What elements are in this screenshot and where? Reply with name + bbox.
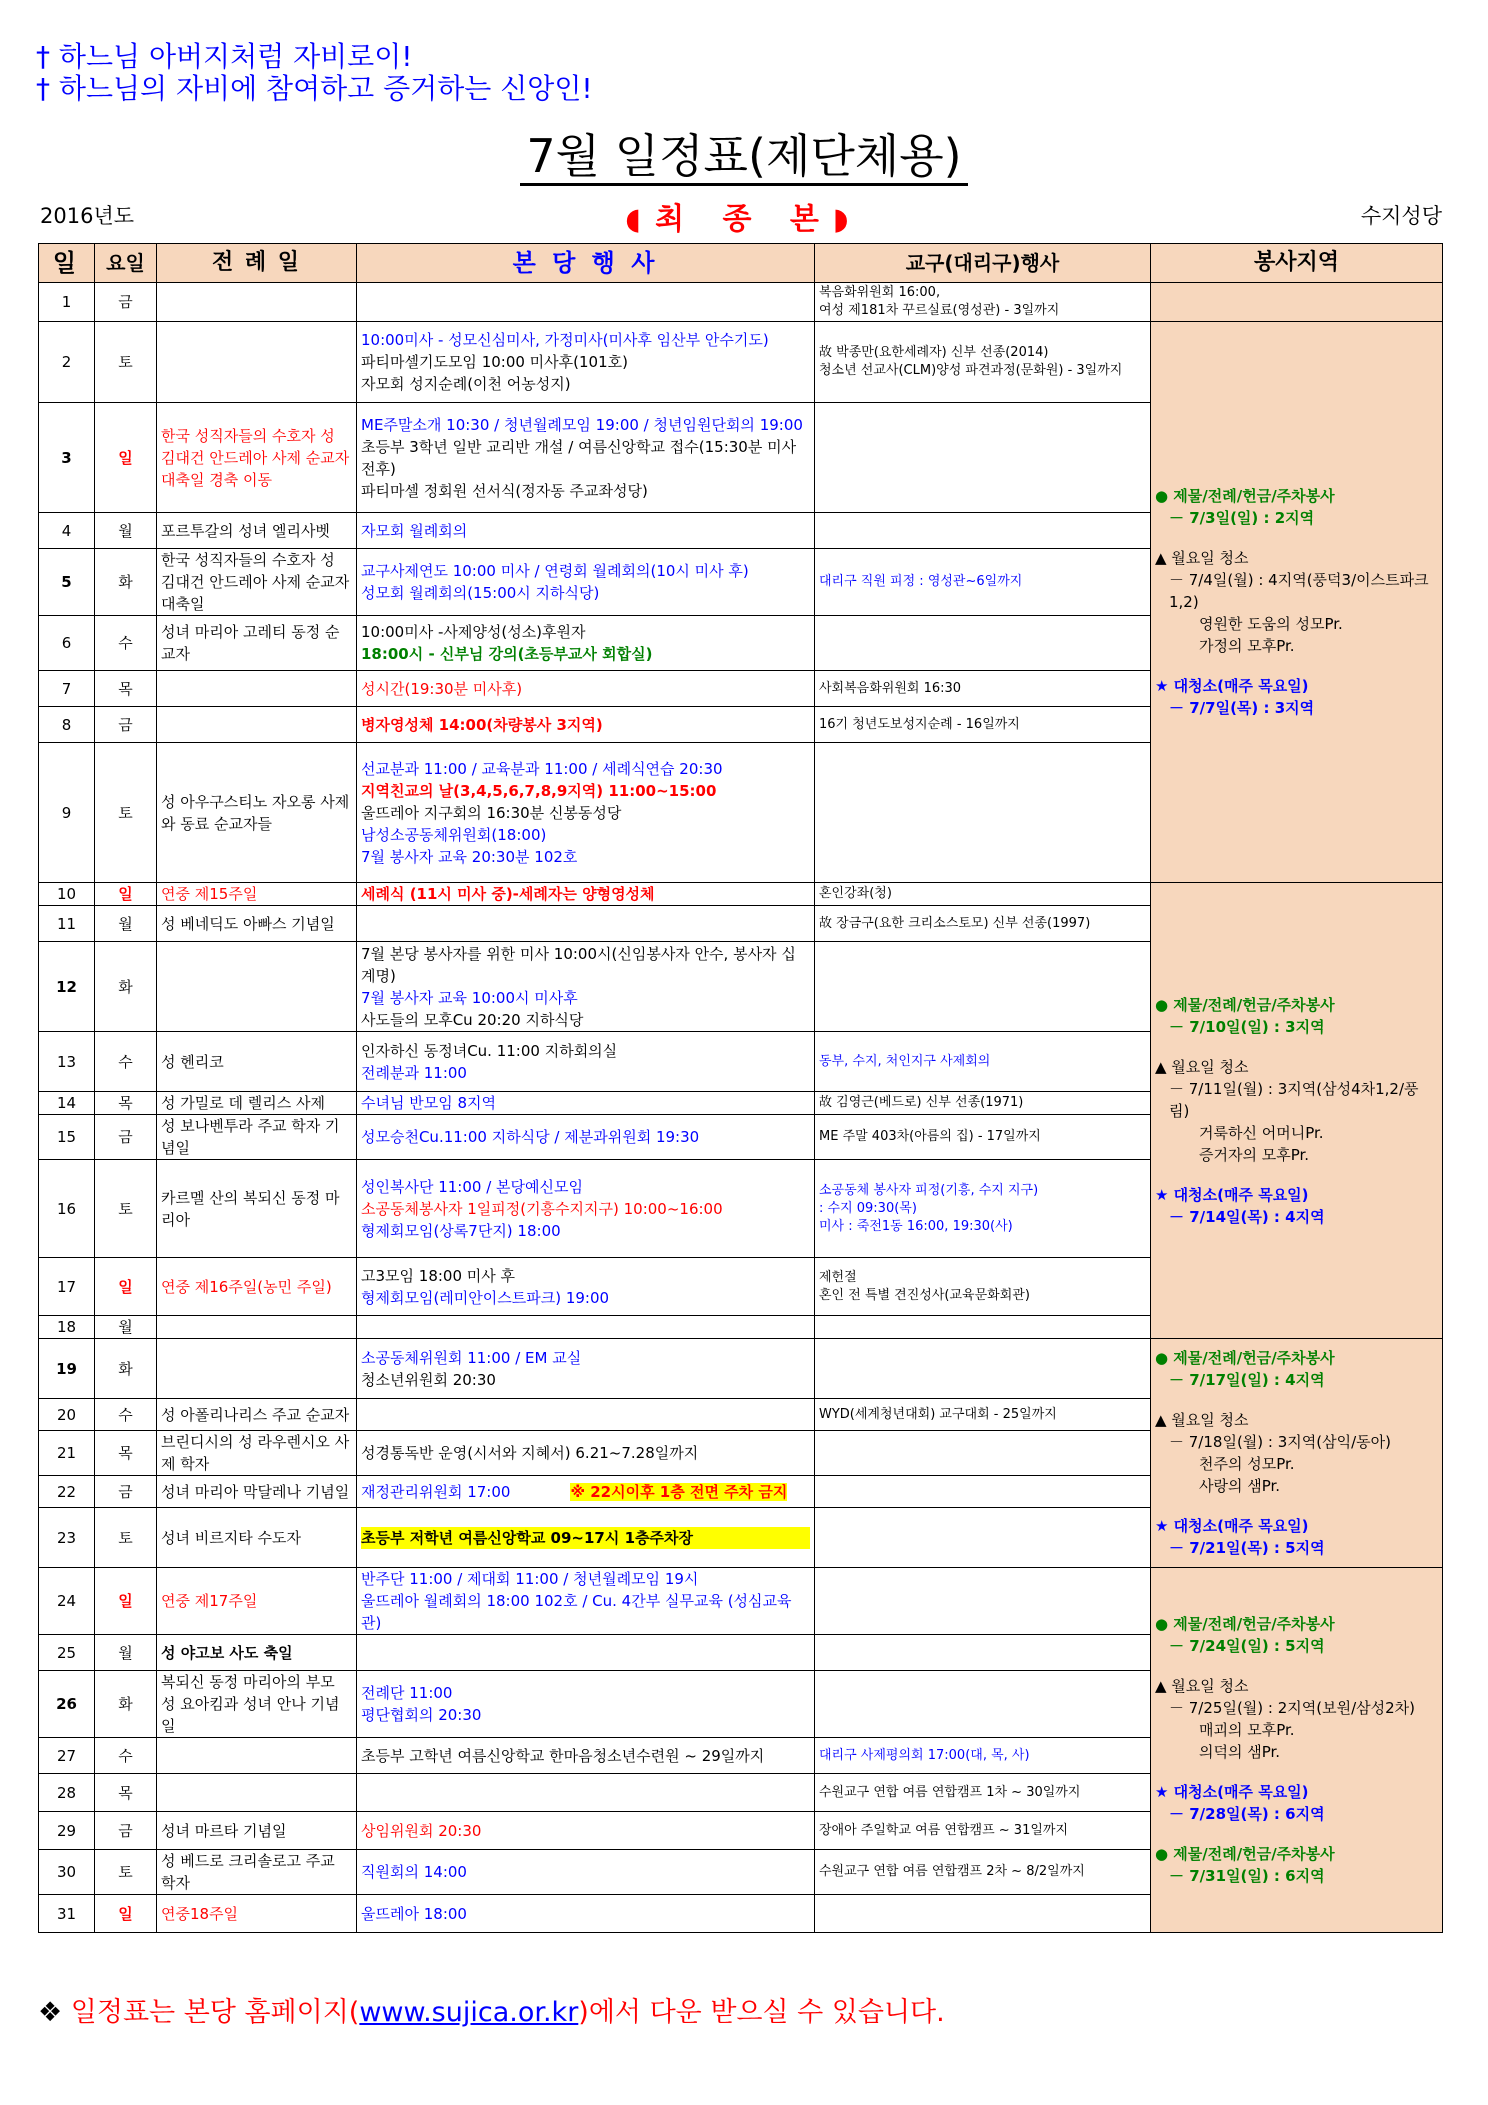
service-area-block: [1151, 1339, 1443, 1568]
spacer: [1155, 529, 1438, 547]
day-of-week: 목: [95, 671, 157, 707]
big-cleaning-date: － 7/14일(목) : 4지역: [1169, 1207, 1325, 1226]
district-event-line: 16기 청년도보성지순례 - 16일까지: [819, 716, 1020, 732]
parish-events: [357, 743, 815, 883]
event-line: 병자영성체 14:00(차량봉사 3지역): [361, 715, 603, 734]
liturgy-day: 브린디시의 성 라우렌시오 사제 학자: [157, 1431, 357, 1476]
district-event-line: ME 주말 403차(아름의 집) - 17일까지: [819, 1129, 1041, 1144]
parish-events: [357, 322, 815, 403]
district-events: [815, 942, 1151, 1032]
district-events: [815, 1431, 1151, 1476]
table-header-row: [39, 244, 1443, 283]
district-events: [815, 322, 1151, 403]
day-of-week: 금: [95, 1476, 157, 1508]
day-number: 30: [39, 1850, 95, 1895]
spacer: [1155, 1391, 1438, 1409]
district-events: [815, 1316, 1151, 1339]
header-service-area: 봉사지역: [1151, 244, 1443, 283]
liturgy-day: 성녀 마리아 고레티 동정 순교자: [157, 616, 357, 671]
liturgy-day: 성 야고보 사도 축일: [157, 1635, 357, 1671]
big-cleaning-title: ★ 대청소(매주 목요일): [1155, 1185, 1309, 1204]
district-event-line: 소공동체 봉사자 피정(기흥, 수지 지구): [819, 1182, 1039, 1198]
spacer: [1155, 1497, 1438, 1515]
spacer: [1155, 1038, 1438, 1056]
parish-events: [357, 942, 815, 1032]
offering-service-date: － 7/17일(일) : 4지역: [1169, 1371, 1325, 1389]
spacer: [1155, 1657, 1438, 1675]
day-of-week: 월: [95, 1316, 157, 1339]
footer-text-post: )에서 다운 받으실 수 있습니다.: [578, 1997, 945, 2028]
district-events: [815, 707, 1151, 743]
table-row: [39, 883, 1443, 906]
parish-events: [357, 549, 815, 616]
district-events: [815, 616, 1151, 671]
liturgy-day: [157, 671, 357, 707]
district-events: [815, 1671, 1151, 1738]
day-of-week: 수: [95, 1032, 157, 1092]
liturgy-day: 성 베네딕도 아빠스 기념일: [157, 906, 357, 942]
event-line: 울뜨레아 월례회의 18:00 102호 / Cu. 4간부 실무교육 (성심교육관): [361, 1592, 792, 1632]
parish-events: [357, 1115, 815, 1160]
day-of-week: 일: [95, 883, 157, 906]
district-event-line: : 수지 09:30(목): [819, 1200, 917, 1216]
service-area-block: [1151, 1568, 1443, 1933]
day-number: 8: [39, 707, 95, 743]
day-number: 6: [39, 616, 95, 671]
monday-cleaning-group-b: 증거자의 모후Pr.: [1199, 1145, 1310, 1164]
event-line: 성인복사단 11:00 / 본당예신모임: [361, 1177, 583, 1196]
parish-events: [357, 616, 815, 671]
event-line: 자모회 월례회의: [361, 521, 468, 540]
event-line: 소공동체봉사자 1일피정(기흥수지지구) 10:00~16:00: [361, 1199, 723, 1218]
motto-line-1: † 하느님 아버지처럼 자비로이!: [36, 40, 413, 73]
big-cleaning-title: ★ 대청소(매주 목요일): [1155, 1517, 1309, 1535]
event-line: 성모회 월례회의(15:00시 지하식당): [361, 584, 600, 602]
district-event-line: 혼인 전 특별 견진성사(교육문화회관): [819, 1287, 1030, 1303]
event-line: 인자하신 동정녀Cu. 11:00 지하회의실: [361, 1041, 618, 1060]
service-area-block: [1151, 883, 1443, 1339]
spacer: [1155, 1166, 1438, 1184]
big-cleaning-date: － 7/7일(목) : 3지역: [1169, 699, 1315, 717]
parish-events: [357, 1508, 815, 1568]
day-number: 1: [39, 283, 95, 322]
day-of-week: 월: [95, 906, 157, 942]
liturgy-day: [157, 283, 357, 322]
event-line: 초등부 저학년 여름신앙학교 09~17시 1층주차장: [361, 1527, 810, 1549]
event-line: 10:00미사 - 성모신심미사, 가정미사(미사후 임산부 안수기도): [361, 331, 769, 349]
event-line: 청소년위원회 20:30: [361, 1370, 496, 1389]
event-line: 18:00시 - 신부님 강의(초등부교사 회합실): [361, 645, 653, 663]
district-events: [815, 1774, 1151, 1812]
parish-events: [357, 1339, 815, 1399]
event-line: 소공동체위원회 11:00 / EM 교실: [361, 1348, 582, 1367]
event-line: 세례식 (11시 미사 중)-세례자는 양형영성체: [361, 885, 655, 903]
monday-cleaning-group-b: 사랑의 샘Pr.: [1199, 1477, 1281, 1495]
page-title-wrap: [0, 120, 1488, 186]
event-line: 자모회 성지순례(이천 어농성지): [361, 375, 571, 393]
district-event-line: 故 장금구(요한 크리소스토모) 신부 선종(1997): [819, 915, 1091, 931]
day-number: 10: [39, 883, 95, 906]
liturgy-day: 한국 성직자들의 수호자 성 김대건 안드레아 사제 순교자 대축일: [157, 549, 357, 616]
header-liturgy: 전 례 일: [157, 244, 357, 283]
monday-cleaning-date: － 7/11일(월) : 3지역(삼성4차1,2/풍림): [1169, 1079, 1419, 1120]
day-number: 27: [39, 1738, 95, 1774]
liturgy-day: [157, 1316, 357, 1339]
parking-notice: ※ 22시이후 1층 전면 주차 금지: [570, 1482, 788, 1501]
parish-events: [357, 1671, 815, 1738]
day-of-week: 화: [95, 1339, 157, 1399]
event-line: 전례분과 11:00: [361, 1063, 467, 1082]
schedule-table: [38, 243, 1443, 1933]
liturgy-day: [157, 707, 357, 743]
day-number: 24: [39, 1568, 95, 1635]
day-of-week: 금: [95, 283, 157, 322]
parish-events: [357, 403, 815, 513]
parish-events: [357, 1032, 815, 1092]
day-of-week: 토: [95, 1508, 157, 1568]
district-event-line: 장애아 주일학교 여름 연합캠프 ~ 31일까지: [819, 1822, 1069, 1838]
offering-service-date: － 7/24일(일) : 5지역: [1169, 1637, 1325, 1655]
big-cleaning-date: － 7/28일(목) : 6지역: [1169, 1805, 1325, 1823]
day-of-week: 목: [95, 1431, 157, 1476]
day-number: 21: [39, 1431, 95, 1476]
event-line: 초등부 3학년 일반 교리반 개설 / 여름신앙학교 접수(15:30분 미사 전후): [361, 437, 797, 478]
event-line: 형제회모임(상록7단지) 18:00: [361, 1221, 561, 1240]
liturgy-day: 복되신 동정 마리아의 부모 성 요아킴과 성녀 안나 기념일: [157, 1671, 357, 1738]
district-events: [815, 671, 1151, 707]
day-of-week: 화: [95, 549, 157, 616]
day-of-week: 토: [95, 322, 157, 403]
event-line: 전례단 11:00: [361, 1684, 453, 1702]
monday-cleaning-date: － 7/4일(월) : 4지역(풍덕3/이스트파크1,2): [1169, 571, 1429, 611]
spacer: [1155, 657, 1438, 675]
table-row: [39, 1568, 1443, 1635]
parish-name: 수지성당: [1360, 204, 1442, 228]
parish-events: [357, 1895, 815, 1933]
day-of-week: 수: [95, 616, 157, 671]
liturgy-day: 연중18주일: [157, 1895, 357, 1933]
district-event-line: 제헌절: [819, 1269, 857, 1285]
event-line: 성시간(19:30분 미사후): [361, 679, 523, 698]
liturgy-day: 연중 제15주일: [157, 883, 357, 906]
liturgy-day: 카르멜 산의 복되신 동정 마리아: [157, 1160, 357, 1258]
district-events: [815, 1568, 1151, 1635]
monday-cleaning-title: ▲ 월요일 청소: [1155, 549, 1249, 567]
day-number: 4: [39, 513, 95, 549]
monday-cleaning-title: ▲ 월요일 청소: [1155, 1057, 1249, 1076]
event-line: 선교분과 11:00 / 교육분과 11:00 / 세례식연습 20:30: [361, 759, 723, 778]
day-of-week: 금: [95, 1812, 157, 1850]
district-event-line: 청소년 선교사(CLM)양성 파견과정(문화원) - 3일까지: [819, 363, 1123, 378]
service-area-empty: [1151, 283, 1443, 322]
event-line: 수녀님 반모임 8지역: [361, 1094, 497, 1112]
event-line: 7월 본당 봉사자를 위한 미사 10:00시(신임봉사자 안수, 봉사자 십계명): [361, 944, 796, 985]
day-number: 11: [39, 906, 95, 942]
monday-cleaning-group-a: 거룩하신 어머니Pr.: [1199, 1123, 1324, 1142]
day-number: 2: [39, 322, 95, 403]
offering-service-date: － 7/3일(일) : 2지역: [1169, 509, 1315, 527]
district-event-line: 수원교구 연합 여름 연합캠프 1차 ~ 30일까지: [819, 1784, 1081, 1800]
day-number: 28: [39, 1774, 95, 1812]
table-row: [39, 322, 1443, 403]
day-of-week: 월: [95, 1635, 157, 1671]
district-events: [815, 1160, 1151, 1258]
day-of-week: 목: [95, 1092, 157, 1115]
district-events: [815, 1738, 1151, 1774]
district-events: [815, 1399, 1151, 1431]
parish-events: [357, 906, 815, 942]
monday-cleaning-group-a: 영원한 도움의 성모Pr.: [1199, 615, 1343, 633]
day-of-week: 일: [95, 1568, 157, 1635]
liturgy-day: [157, 322, 357, 403]
header-day: 일: [39, 244, 95, 283]
monday-cleaning-group-a: 매괴의 모후Pr.: [1199, 1721, 1295, 1739]
day-number: 3: [39, 403, 95, 513]
district-events: [815, 1635, 1151, 1671]
parish-events: [357, 1092, 815, 1115]
event-line: 사도들의 모후Cu 20:20 지하식당: [361, 1010, 584, 1029]
parish-events: [357, 671, 815, 707]
district-event-line: 여성 제181차 꾸르실료(영성관) - 3일까지: [819, 303, 1060, 318]
event-line: 7월 봉사자 교육 20:30분 102호: [361, 847, 578, 866]
parish-events: [357, 1635, 815, 1671]
day-of-week: 목: [95, 1774, 157, 1812]
parish-events: [357, 1812, 815, 1850]
offering-service-date: － 7/10일(일) : 3지역: [1169, 1017, 1325, 1036]
offering-service-title: ● 제물/전례/헌금/주차봉사: [1155, 995, 1335, 1014]
parish-events: [357, 883, 815, 906]
district-event-line: 동부, 수지, 처인지구 사제회의: [819, 1053, 991, 1069]
parish-events: [357, 1431, 815, 1476]
district-events: [815, 1092, 1151, 1115]
parish-events: [357, 1774, 815, 1812]
district-event-line: 혼인강좌(청): [819, 886, 892, 901]
monday-cleaning-group-b: 의덕의 샘Pr.: [1199, 1743, 1281, 1761]
district-events: [815, 743, 1151, 883]
year-label: 2016년도: [40, 204, 135, 228]
district-events: [815, 1508, 1151, 1568]
day-of-week: 토: [95, 743, 157, 883]
liturgy-day: 성 헨리코: [157, 1032, 357, 1092]
parish-events: [357, 1316, 815, 1339]
service-area-block: [1151, 322, 1443, 883]
day-number: 26: [39, 1671, 95, 1738]
offering-service-date-2: － 7/31일(일) : 6지역: [1169, 1867, 1325, 1885]
district-events: [815, 1895, 1151, 1933]
liturgy-day: 성 베드로 크리솔로고 주교 학자: [157, 1850, 357, 1895]
day-of-week: 일: [95, 1258, 157, 1316]
district-events: [815, 513, 1151, 549]
header-dow: 요일: [95, 244, 157, 283]
footer-note: [38, 1990, 945, 2029]
day-of-week: 토: [95, 1160, 157, 1258]
district-events: [815, 283, 1151, 322]
event-line: 울뜨레아 18:00: [361, 1904, 467, 1923]
day-of-week: 토: [95, 1850, 157, 1895]
page-title: 7월 일정표(제단체용): [520, 129, 967, 186]
footer-mark: ❖: [38, 1997, 63, 2028]
day-number: 29: [39, 1812, 95, 1850]
parish-events: [357, 1258, 815, 1316]
event-line: 고3모임 18:00 미사 후: [361, 1266, 516, 1285]
footer-text-pre: 일정표는 본당 홈페이지(: [62, 1997, 360, 2028]
district-events: [815, 549, 1151, 616]
day-number: 12: [39, 942, 95, 1032]
day-number: 22: [39, 1476, 95, 1508]
event-line: ME주말소개 10:30 / 청년월례모임 19:00 / 청년임원단회의 19:00: [361, 415, 803, 434]
day-of-week: 수: [95, 1738, 157, 1774]
event-line: 반주단 11:00 / 제대회 11:00 / 청년월례모임 19시: [361, 1570, 699, 1588]
liturgy-day: 연중 제17주일: [157, 1568, 357, 1635]
district-event-line: WYD(세계청년대회) 교구대회 - 25일까지: [819, 1406, 1057, 1422]
monday-cleaning-title: ▲ 월요일 청소: [1155, 1677, 1249, 1695]
parish-events: [357, 513, 815, 549]
day-of-week: 금: [95, 1115, 157, 1160]
event-line: 10:00미사 -사제양성(성소)후원자: [361, 623, 586, 641]
district-events: [815, 1115, 1151, 1160]
event-line: 초등부 고학년 여름신앙학교 한마음청소년수련원 ~ 29일까지: [361, 1746, 765, 1765]
big-cleaning-title: ★ 대청소(매주 목요일): [1155, 677, 1309, 695]
district-events: [815, 1812, 1151, 1850]
parish-events: [357, 1160, 815, 1258]
monday-cleaning-group-a: 천주의 성모Pr.: [1199, 1455, 1295, 1473]
parish-events: [357, 1850, 815, 1895]
district-event-line: 故 김영근(베드로) 신부 선종(1971): [819, 1095, 1024, 1110]
table-row: [39, 283, 1443, 322]
offering-service-title: ● 제물/전례/헌금/주차봉사: [1155, 1349, 1335, 1367]
day-number: 15: [39, 1115, 95, 1160]
parish-events: [357, 1738, 815, 1774]
offering-service-title: ● 제물/전례/헌금/주차봉사: [1155, 487, 1335, 505]
district-event-line: 故 박종만(요한세례자) 신부 선종(2014): [819, 345, 1049, 360]
day-of-week: 월: [95, 513, 157, 549]
day-number: 17: [39, 1258, 95, 1316]
district-events: [815, 906, 1151, 942]
liturgy-day: 성녀 비르지타 수도자: [157, 1508, 357, 1568]
district-events: [815, 1032, 1151, 1092]
district-events: [815, 403, 1151, 513]
event-line: 재정관리위원회 17:00 ※ 22시이후 1층 전면 주차 금지: [361, 1482, 788, 1501]
liturgy-day: [157, 1339, 357, 1399]
header-parish-events: 본 당 행 사: [357, 244, 815, 283]
liturgy-day: [157, 942, 357, 1032]
final-version-badge: ◖최 종 본◗: [625, 202, 863, 237]
spacer: [1155, 1825, 1438, 1843]
day-number: 18: [39, 1316, 95, 1339]
district-event-line: 대리구 직원 피정 : 영성관~6일까지: [819, 574, 1023, 589]
day-of-week: 화: [95, 1671, 157, 1738]
day-number: 20: [39, 1399, 95, 1431]
table-row: [39, 1339, 1443, 1399]
offering-service-title-2: ● 제물/전례/헌금/주차봉사: [1155, 1845, 1335, 1863]
liturgy-day: 성 아폴리나리스 주교 순교자: [157, 1399, 357, 1431]
event-line: 교구사제연도 10:00 미사 / 연령회 월례회의(10시 미사 후): [361, 562, 749, 580]
homepage-link[interactable]: www.sujica.or.kr: [359, 1997, 579, 2028]
liturgy-day: 한국 성직자들의 수호자 성 김대건 안드레아 사제 순교자 대축일 경축 이동: [157, 403, 357, 513]
event-line: 남성소공동체위원회(18:00): [361, 825, 547, 844]
event-line: 파티마셀기도모임 10:00 미사후(101호): [361, 353, 628, 371]
day-number: 13: [39, 1032, 95, 1092]
event-line: 성모승천Cu.11:00 지하식당 / 제분과위원회 19:30: [361, 1128, 700, 1146]
event-line: 지역친교의 날(3,4,5,6,7,8,9지역) 11:00~15:00: [361, 781, 717, 800]
day-number: 23: [39, 1508, 95, 1568]
motto-line-2: † 하느님의 자비에 참여하고 증거하는 신앙인!: [36, 72, 593, 105]
district-events: [815, 1476, 1151, 1508]
liturgy-day: 성녀 마르타 기념일: [157, 1812, 357, 1850]
liturgy-day: 성 아우구스티노 자오롱 사제와 동료 순교자들: [157, 743, 357, 883]
liturgy-day: [157, 1738, 357, 1774]
event-line: 평단협회의 20:30: [361, 1706, 482, 1724]
monday-cleaning-group-b: 가정의 모후Pr.: [1199, 637, 1295, 655]
district-events: [815, 1258, 1151, 1316]
district-event-line: 수원교구 연합 여름 연합캠프 2차 ~ 8/2일까지: [819, 1864, 1085, 1879]
liturgy-day: 성 보나벤투라 주교 학자 기념일: [157, 1115, 357, 1160]
day-number: 7: [39, 671, 95, 707]
day-of-week: 수: [95, 1399, 157, 1431]
event-line: 형제회모임(레미안이스트파크) 19:00: [361, 1288, 610, 1307]
day-number: 14: [39, 1092, 95, 1115]
spacer: [1155, 1763, 1438, 1781]
event-line: 성경통독반 운영(시서와 지혜서) 6.21~7.28일까지: [361, 1444, 699, 1462]
district-events: [815, 1339, 1151, 1399]
district-events: [815, 1850, 1151, 1895]
liturgy-day: 성녀 마리아 막달레나 기념일: [157, 1476, 357, 1508]
liturgy-day: [157, 1774, 357, 1812]
parish-events: [357, 1399, 815, 1431]
schedule-body: [39, 283, 1443, 1933]
day-of-week: 화: [95, 942, 157, 1032]
monday-cleaning-date: － 7/18일(월) : 3지역(삼익/동아): [1169, 1433, 1391, 1451]
big-cleaning-date: － 7/21일(목) : 5지역: [1169, 1539, 1325, 1557]
liturgy-day: 연중 제16주일(농민 주일): [157, 1258, 357, 1316]
district-event-line: 복음화위원회 16:00,: [819, 285, 941, 300]
event-line: 파티마셀 정회원 선서식(정자동 주교좌성당): [361, 481, 648, 500]
day-of-week: 일: [95, 1895, 157, 1933]
district-event-line: 사회복음화위원회 16:30: [819, 680, 962, 696]
monday-cleaning-title: ▲ 월요일 청소: [1155, 1411, 1249, 1429]
day-number: 25: [39, 1635, 95, 1671]
district-events: [815, 883, 1151, 906]
day-number: 5: [39, 549, 95, 616]
monday-cleaning-date: － 7/25일(월) : 2지역(보원/삼성2차): [1169, 1699, 1416, 1717]
district-event-line: 미사 : 죽전1동 16:00, 19:30(사): [819, 1218, 1013, 1234]
parish-events: [357, 283, 815, 322]
parish-events: [357, 1476, 815, 1508]
day-of-week: 일: [95, 403, 157, 513]
parish-events: [357, 1568, 815, 1635]
day-number: 19: [39, 1339, 95, 1399]
offering-service-title: ● 제물/전례/헌금/주차봉사: [1155, 1615, 1335, 1633]
district-event-line: 대리구 사제평의회 17:00(대, 목, 사): [819, 1747, 1030, 1763]
event-line: 7월 봉사자 교육 10:00시 미사후: [361, 988, 578, 1007]
day-number: 31: [39, 1895, 95, 1933]
day-number: 9: [39, 743, 95, 883]
parish-events: [357, 707, 815, 743]
day-of-week: 금: [95, 707, 157, 743]
big-cleaning-title: ★ 대청소(매주 목요일): [1155, 1783, 1309, 1801]
event-line: 울뜨레아 지구회의 16:30분 신봉동성당: [361, 803, 622, 822]
header-district-events: 교구(대리구)행사: [815, 244, 1151, 283]
day-number: 16: [39, 1160, 95, 1258]
liturgy-day: 성 가밀로 데 렐리스 사제: [157, 1092, 357, 1115]
event-line: 상임위원회 20:30: [361, 1821, 482, 1840]
liturgy-day: 포르투갈의 성녀 엘리사벳: [157, 513, 357, 549]
event-line: 직원회의 14:00: [361, 1863, 467, 1881]
